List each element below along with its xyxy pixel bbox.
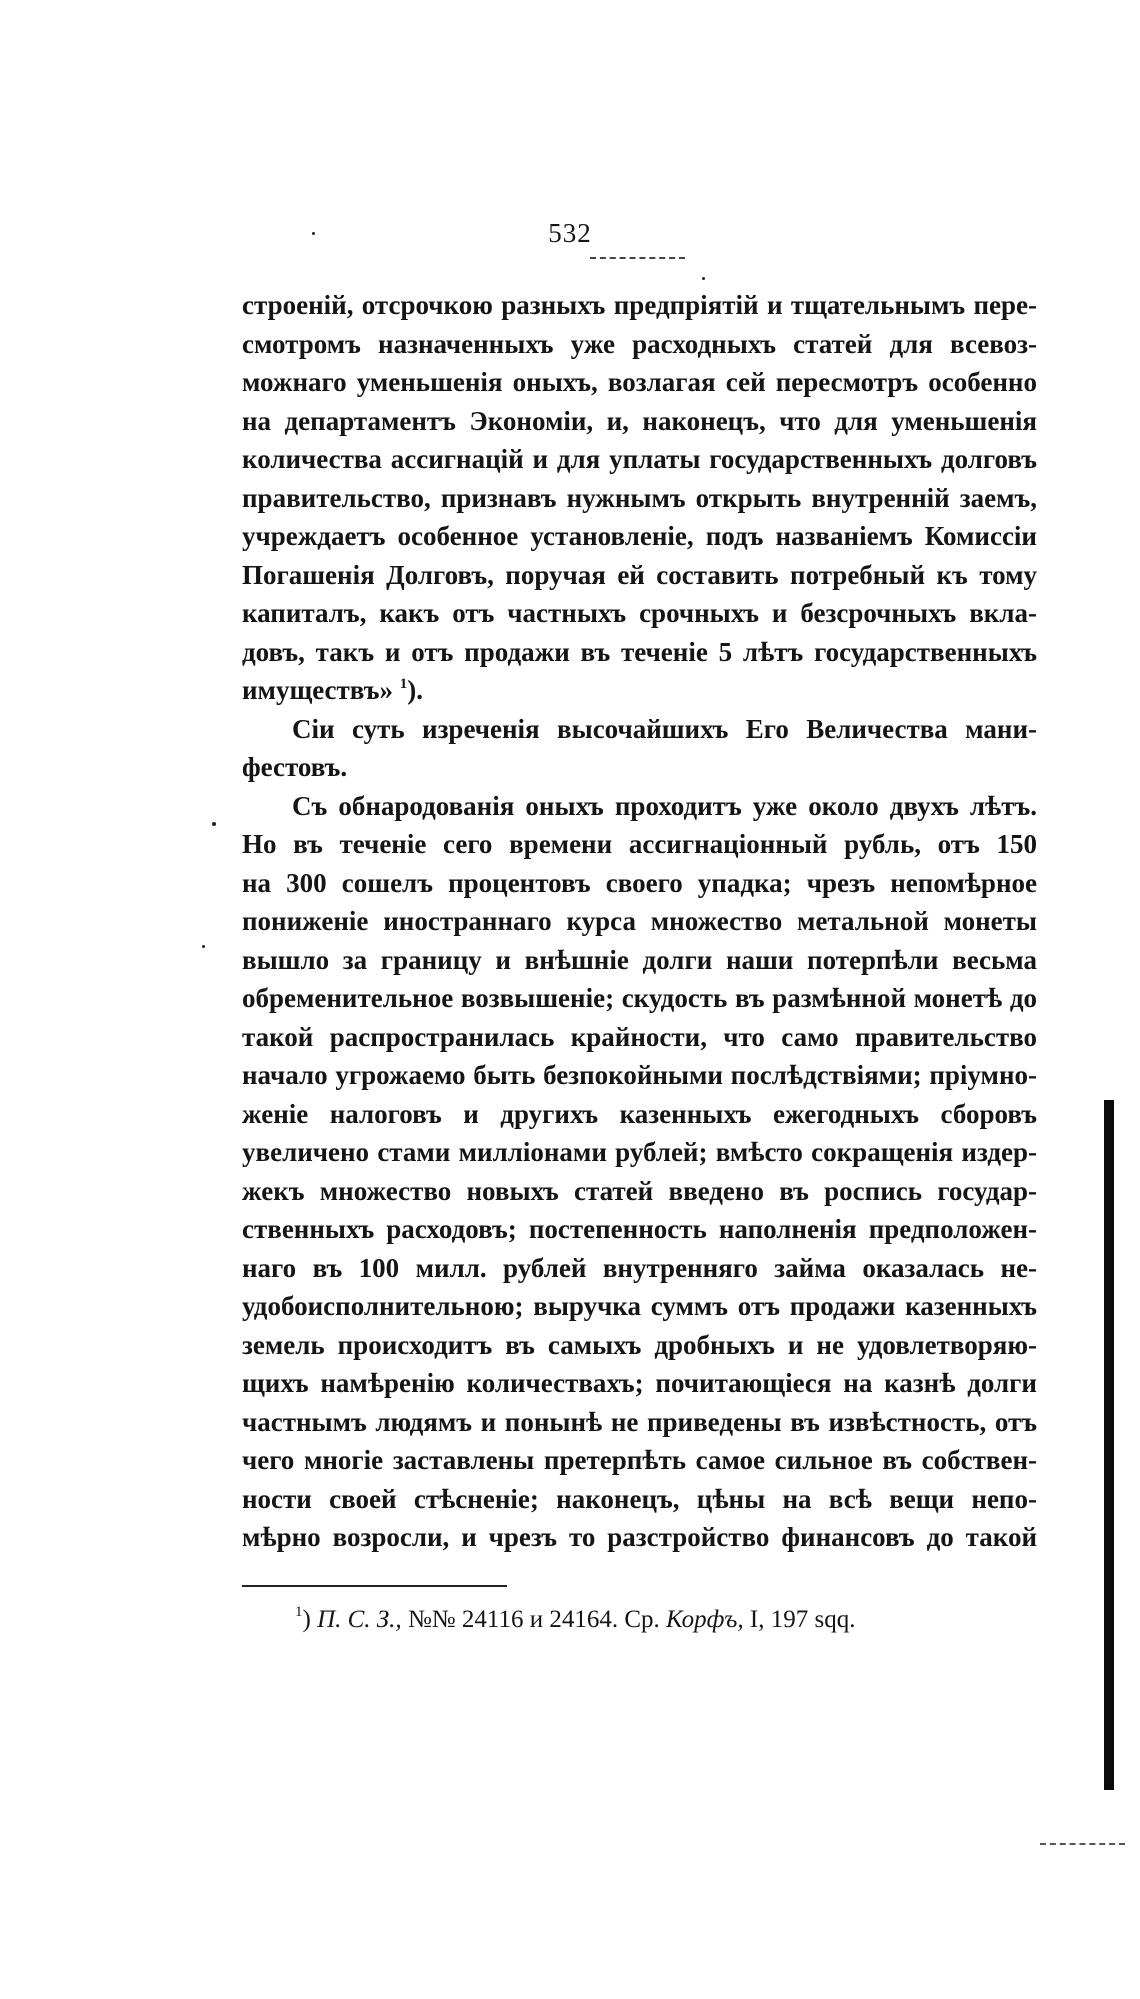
text-line: земель происходитъ въ самыхъ дробныхъ и не удовлетворяю-	[242, 1329, 1037, 1360]
text-line: чего многіе заставлены претерпѣть самое сильное въ собствен-	[242, 1445, 1037, 1475]
text-line: ности своей стѣсненіе; наконецъ, цѣны на всѣ вещи непо-	[242, 1483, 1037, 1514]
text-line: обременительное возвышеніе; скудость въ размѣнной монетѣ до	[242, 983, 1037, 1013]
text-line: жекъ множество новыхъ статей введено въ роспись государ-	[242, 1175, 1037, 1206]
main-text	[242, 286, 1037, 1557]
text-line: смотромъ назначенныхъ уже расходныхъ статей для всевоз-	[242, 328, 1037, 359]
text-line: строеній, отсрочкою разныхъ предпріятій и тщательнымъ пере-	[242, 290, 1037, 320]
footnote-author: Корфъ,	[666, 1606, 744, 1633]
footnote-numbers: №№ 24116 и 24164. Ср.	[407, 1606, 660, 1633]
text-line: такой распространилась крайности, что само правительство	[242, 1021, 1037, 1052]
footnote-source: П. С. З.,	[317, 1606, 402, 1633]
scan-margin-bar	[1104, 1100, 1114, 1790]
scan-speck	[212, 822, 216, 826]
text-line: можнаго уменьшенія оныхъ, возлагая сей пересмотръ особенно	[242, 367, 1037, 397]
text-line: капиталъ, какъ отъ частныхъ срочныхъ и безсрочныхъ вкла-	[242, 598, 1037, 628]
text-line: ственныхъ расходовъ; постепенность наполненія предположен-	[242, 1214, 1037, 1244]
text-line-content: имуществъ»	[242, 675, 393, 705]
text-line: учреждаетъ особенное установленіе, подъ названіемъ Комиссіи	[242, 521, 1037, 551]
footnote-divider	[242, 1585, 507, 1587]
footnote-reference-tail: ).	[407, 675, 423, 705]
text-line-with-footnote-ref	[242, 671, 1037, 710]
text-line: начало угрожаемо быть безпокойными послѣдствіями; пріумно-	[242, 1060, 1037, 1090]
scan-speck	[702, 277, 705, 280]
text-line: на департаментъ Экономіи, и, наконецъ, что для уменьшенія	[242, 405, 1037, 436]
text-line: щихъ намѣренію количествахъ; почитающіеся на казнѣ долги	[242, 1368, 1037, 1398]
text-line: довъ, такъ и отъ продажи въ теченіе 5 лѣтъ государственныхъ	[242, 636, 1037, 667]
text-line: вышло за границу и внѣшніе долги наши потерпѣли весьма	[242, 944, 1037, 975]
text-line: Но въ теченіе сего времени ассигнаціонный рубль, отъ 150	[242, 829, 1037, 859]
footnote-marker-paren: )	[302, 1606, 311, 1633]
text-line: правительство, признавъ нужнымъ открыть внутренній заемъ,	[242, 482, 1037, 513]
page-number: 532	[548, 218, 592, 248]
scan-dash-mark	[1040, 1843, 1125, 1845]
text-line: фестовъ.	[242, 752, 348, 782]
text-line: частнымъ людямъ и понынѣ не приведены въ извѣстность, отъ	[242, 1406, 1037, 1437]
scan-speck	[312, 232, 315, 235]
text-line: женіе налоговъ и другихъ казенныхъ ежегодныхъ сборовъ	[242, 1098, 1037, 1129]
text-line: Погашенія Долговъ, поручая ей составить потребный къ тому	[242, 559, 1037, 590]
text-line: количества ассигнацій и для уплаты государственныхъ долговъ	[242, 444, 1037, 474]
text-line: наго въ 100 милл. рублей внутренняго займа оказалась не-	[242, 1252, 1037, 1283]
text-line: пониженіе иностраннаго курса множество метальной монеты	[242, 906, 1037, 936]
page-number-rule	[590, 257, 685, 259]
text-line: на 300 сошелъ процентовъ своего упадка; чрезъ непомѣрное	[242, 867, 1037, 898]
paragraph-first-line: Съ обнародованія оныхъ проходитъ уже около двухъ лѣтъ.	[292, 790, 1037, 821]
footnote-reference[interactable]: 1	[399, 676, 408, 692]
text-line: увеличено стами милліонами рублей; вмѣсто сокращенія издер-	[242, 1137, 1037, 1167]
text-line: удобоисполнительною; выручка суммъ отъ продажи казенныхъ	[242, 1291, 1037, 1321]
footnote	[295, 1605, 855, 1635]
scan-speck	[202, 945, 205, 948]
text-line: мѣрно возросли, и чрезъ то разстройство финансовъ до такой	[242, 1522, 1037, 1552]
footnote-tail: I, 197 sqq.	[749, 1606, 856, 1633]
paragraph-first-line: Сіи суть изреченія высочайшихъ Его Величества мани-	[292, 713, 1037, 744]
footnote-marker: 1	[295, 1604, 303, 1620]
